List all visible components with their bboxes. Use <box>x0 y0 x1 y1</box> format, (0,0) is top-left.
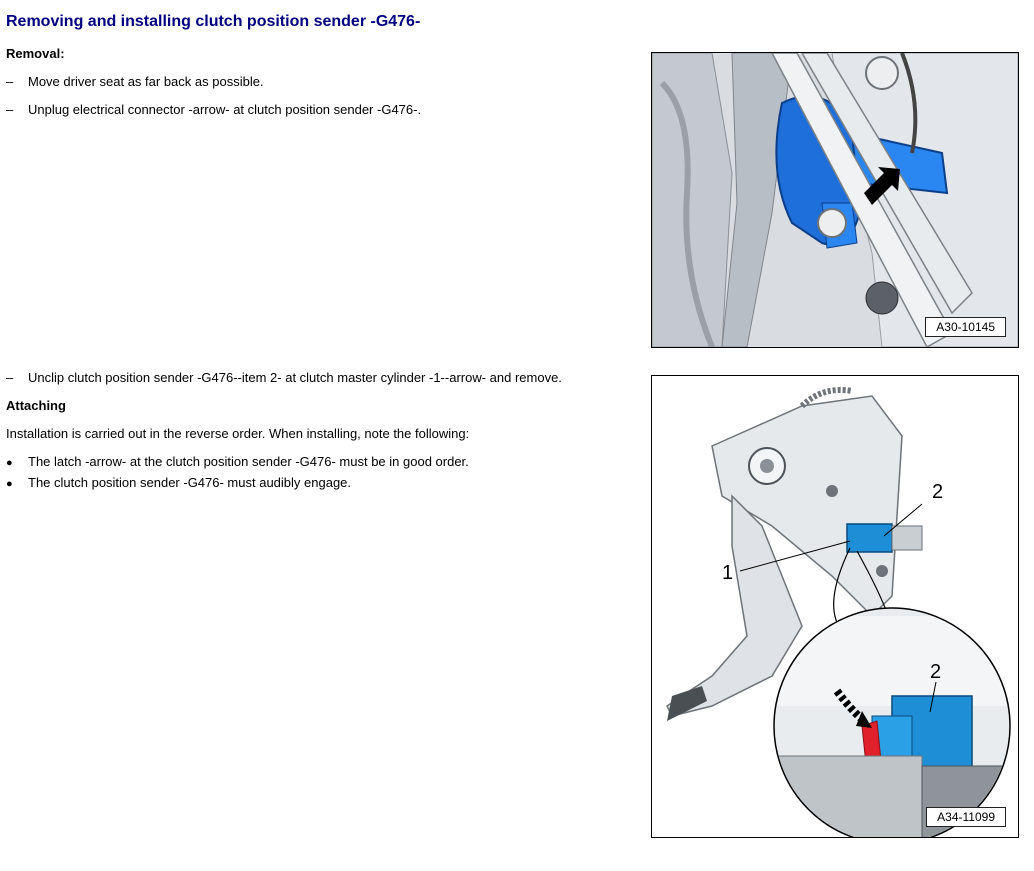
callout-2-zoom: 2 <box>930 661 942 683</box>
figure-connector <box>651 52 1019 348</box>
figure-pedal-illustration <box>652 376 1018 837</box>
step-text: Unplug electrical connector -arrow- at clutch position sender -G476-. <box>28 102 422 117</box>
attaching-heading: Attaching <box>6 398 66 413</box>
removal-step-1 <box>6 74 264 89</box>
attaching-bullet-1 <box>6 454 469 469</box>
step-dash: – <box>6 102 14 117</box>
bullet-dot: ● <box>6 457 13 469</box>
callout-1: 1 <box>722 562 734 584</box>
bullet-text: The latch -arrow- at the clutch position sender -G476- must be in good order. <box>28 454 469 469</box>
figure-connector-illustration <box>652 53 1018 347</box>
callout-2-top: 2 <box>932 481 944 503</box>
attaching-intro: Installation is carried out in the reverse order. When installing, note the following: <box>6 426 470 441</box>
figure-pedal-assembly <box>651 375 1019 838</box>
step-text: Move driver seat as far back as possible. <box>28 74 264 89</box>
attaching-bullet-2 <box>6 475 351 490</box>
removal-heading: Removal: <box>6 46 65 61</box>
removal-step-3 <box>6 370 562 385</box>
bullet-text: The clutch position sender -G476- must audibly engage. <box>28 475 352 490</box>
figure-label: A34-11099 <box>926 807 1006 827</box>
page-title: Removing and installing clutch position sender -G476- <box>6 13 421 30</box>
step-text: Unclip clutch position sender -G476--item 2- at clutch master cylinder -1--arrow- and remove. <box>28 370 562 385</box>
step-dash: – <box>6 370 14 385</box>
bullet-dot: ● <box>6 478 13 490</box>
removal-step-2 <box>6 102 421 117</box>
figure-label: A30-10145 <box>925 317 1006 337</box>
step-dash: – <box>6 74 14 89</box>
